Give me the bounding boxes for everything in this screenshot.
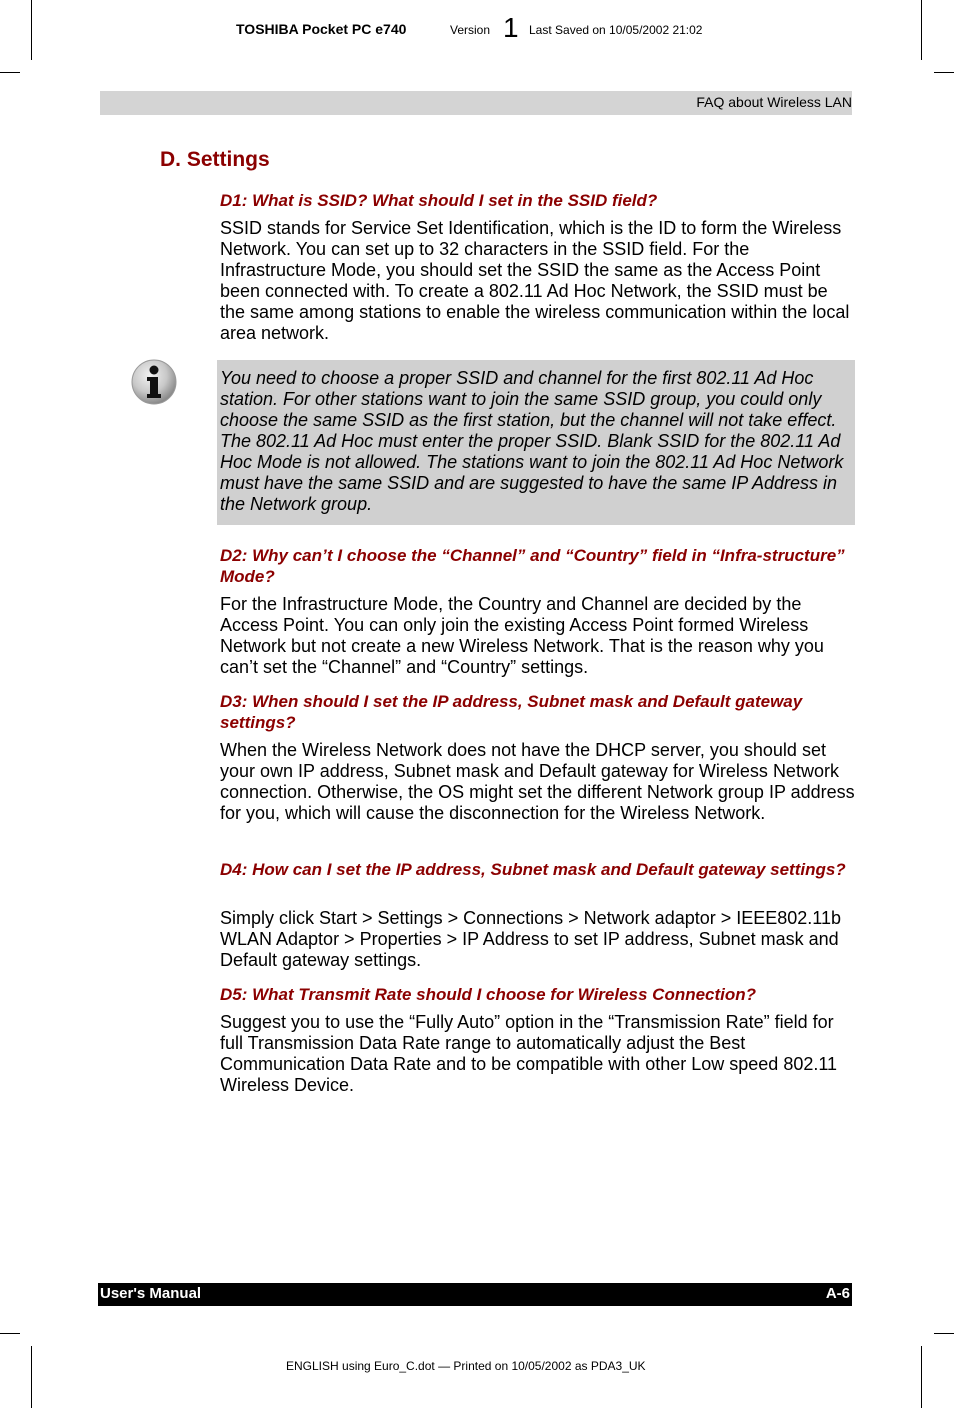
note-text: You need to choose a proper SSID and channel for the first 802.11 Ad Hoc station. For other stations want to join the same SSID group, you could only choose the same SSID as the first station, but the channel will not take effect. The 802.11 Ad Hoc must enter the proper SSID. Blank SSID for the 802.11 Ad Hoc Mode is not allowed. The stations want to join the 802.11 Ad Hoc Network must have the same SSID and are suggested to have the same IP Address in the Network group.: [220, 368, 844, 514]
footer-manual-label: User's Manual: [100, 1285, 202, 1302]
crop-mark: [921, 1346, 922, 1408]
print-info: ENGLISH using Euro_C.dot — Printed on 10/05/2002 as PDA3_UK: [286, 1359, 646, 1373]
version-label: Version: [450, 23, 491, 37]
version-number: 1: [503, 12, 519, 43]
question-d1: D1: What is SSID? What should I set in the SSID field?: [220, 191, 658, 210]
page-number: A-6: [825, 1285, 850, 1302]
info-icon: [130, 358, 178, 406]
crop-mark: [0, 72, 20, 73]
question-d3: D3: When should I set the IP address, Subnet mask and Default gateway settings?: [220, 692, 803, 732]
crop-mark: [934, 1333, 954, 1334]
crop-mark: [0, 1333, 20, 1334]
answer-d1: SSID stands for Service Set Identification, which is the ID to form the Wireless Network. You can set up to 32 characters in the SSID field. For the Infrastructure Mode, you should set the SSID the same as the Access Point been connected with. To create a 802.11 Ad Hoc Network, the SSID must be the same among stations to enable the wireless communication within the local area network.: [220, 218, 850, 343]
answer-d5: Suggest you to use the “Fully Auto” option in the “Transmission Rate” field for full Transmission Data Rate range to automatically adjust the Best Communication Data Rate and to be compatible with other Low speed 802.11 Wireless Device.: [220, 1012, 838, 1095]
question-d2: D2: Why can’t I choose the “Channel” and “Country” field in “Infra-structure” Mode?: [220, 546, 845, 586]
crop-mark: [31, 1346, 32, 1408]
last-saved: Last Saved on 10/05/2002 21:02: [529, 23, 703, 37]
section-bar-label: FAQ about Wireless LAN: [696, 94, 852, 110]
crop-mark: [934, 72, 954, 73]
question-d5: D5: What Transmit Rate should I choose for Wireless Connection?: [220, 985, 757, 1004]
document-header: [0, 14, 954, 44]
answer-d2: For the Infrastructure Mode, the Country and Channel are decided by the Access Point. You can only join the existing Access Point formed Wireless Network but not create a new Wireless Network. That is the reason why you can’t set the “Channel” and “Country” settings.: [220, 594, 824, 677]
section-heading: D. Settings: [160, 148, 270, 171]
note-box: [217, 360, 855, 525]
question-d4: D4: How can I set the IP address, Subnet mask and Default gateway settings?: [220, 860, 846, 879]
document-title: TOSHIBA Pocket PC e740: [236, 21, 407, 37]
answer-d4: Simply click Start > Settings > Connections > Network adaptor > IEEE802.11b WLAN Adaptor > Properties > IP Address to set IP address, Subnet mask and Default gateway settings.: [220, 908, 841, 970]
answer-d3: When the Wireless Network does not have the DHCP server, you should set your own IP address, Subnet mask and Default gateway for Wireless Network connection. Otherwise, the OS might set the different Network group IP address for you, which will cause the disconnection for the Wireless Network.: [220, 740, 855, 823]
footer-bar: [98, 1283, 852, 1306]
section-bar: [100, 91, 852, 115]
